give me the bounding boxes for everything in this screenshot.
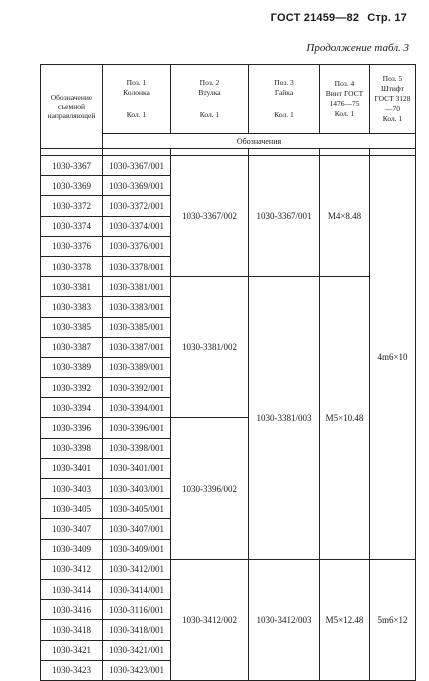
designation-cell: 1030-3398 (41, 438, 103, 458)
pin-group: 5m6×12 (370, 559, 416, 680)
column-cell: 1030-3372/001 (103, 196, 171, 216)
column-cell: 1030-3376/001 (103, 236, 171, 256)
designation-cell: 1030-3407 (41, 519, 103, 539)
designation-cell: 1030-3378 (41, 256, 103, 276)
nut-group: 1030-3367/001 (249, 156, 320, 277)
column-cell: 1030-3398/001 (103, 438, 171, 458)
designation-cell: 1030-3385 (41, 317, 103, 337)
table-header-row (41, 65, 416, 134)
header-pos: Поз. 2 (199, 78, 220, 87)
column-cell: 1030-3378/001 (103, 256, 171, 276)
header-kol: Кол. 1 (382, 114, 403, 123)
designation-cell: 1030-3412 (41, 559, 103, 579)
designation-cell: 1030-3376 (41, 236, 103, 256)
column-cell: 1030-3421/001 (103, 640, 171, 660)
header-pos: Поз. 5 (382, 74, 403, 83)
bushing-group: 1030-3381/002 (171, 277, 249, 418)
screw-group: M5×12.48 (320, 559, 370, 680)
continuation-title: Продолжение табл. 3 (306, 42, 409, 54)
screw-group: M4×8.48 (320, 156, 370, 277)
page-number: Стр. 17 (367, 12, 407, 24)
gap-row (41, 149, 416, 156)
designation-cell: 1030-3396 (41, 418, 103, 438)
designation-cell: 1030-3374 (41, 216, 103, 236)
column-cell: 1030-3405/001 (103, 499, 171, 519)
header-kol: Кол. 1 (199, 110, 220, 119)
designation-cell: 1030-3423 (41, 660, 103, 680)
subheader-designations: Обозначения (103, 134, 416, 149)
column-cell: 1030-3116/001 (103, 600, 171, 620)
header-pos: Поз. 4 (334, 79, 355, 88)
header-pos: Поз. 3 (274, 78, 294, 87)
column-cell: 1030-3385/001 (103, 317, 171, 337)
column-cell: 1030-3367/001 (103, 156, 171, 176)
column-cell: 1030-3407/001 (103, 519, 171, 539)
designation-cell: 1030-3416 (41, 600, 103, 620)
designation-cell: 1030-3403 (41, 479, 103, 499)
header-name: Гайка (274, 88, 294, 97)
column-cell: 1030-3392/001 (103, 378, 171, 398)
header-name: Втулка (198, 88, 221, 97)
designation-cell: 1030-3369 (41, 176, 103, 196)
header-pos: Поз. 1 (126, 78, 147, 87)
table-row (41, 277, 416, 297)
designation-cell: 1030-3387 (41, 337, 103, 357)
header-col-3 (249, 65, 320, 134)
designation-cell: 1030-3367 (41, 156, 103, 176)
header-col-1 (103, 65, 171, 134)
designation-cell: 1030-3383 (41, 297, 103, 317)
column-cell: 1030-3374/001 (103, 216, 171, 236)
designation-cell: 1030-3418 (41, 620, 103, 640)
designation-cell: 1030-3394 (41, 398, 103, 418)
column-cell: 1030-3401/001 (103, 458, 171, 478)
designation-cell: 1030-3372 (41, 196, 103, 216)
header-designation: Обозначение съемной направляющей (41, 65, 103, 149)
column-cell: 1030-3389/001 (103, 357, 171, 377)
designation-cell: 1030-3401 (41, 458, 103, 478)
screw-group: M5×10.48 (320, 277, 370, 560)
table-row (41, 559, 416, 579)
header-col-4 (320, 65, 370, 134)
designation-cell: 1030-3421 (41, 640, 103, 660)
designation-cell: 1030-3389 (41, 357, 103, 377)
pin-group: 4m6×10 (370, 156, 416, 560)
column-cell: 1030-3383/001 (103, 297, 171, 317)
column-cell: 1030-3409/001 (103, 539, 171, 559)
header-name: Штифт ГОСТ 3128—70 (374, 84, 411, 113)
table-row (41, 156, 416, 176)
header-col-2 (171, 65, 249, 134)
parts-table (40, 64, 416, 681)
column-cell: 1030-3387/001 (103, 337, 171, 357)
designation-cell: 1030-3414 (41, 579, 103, 599)
column-cell: 1030-3394/001 (103, 398, 171, 418)
bushing-group: 1030-3367/002 (171, 156, 249, 277)
column-cell: 1030-3369/001 (103, 176, 171, 196)
column-cell: 1030-3403/001 (103, 479, 171, 499)
page-header (263, 12, 407, 24)
column-cell: 1030-3396/001 (103, 418, 171, 438)
column-cell: 1030-3381/001 (103, 277, 171, 297)
header-kol: Кол. 1 (126, 110, 147, 119)
column-cell: 1030-3423/001 (103, 660, 171, 680)
column-cell: 1030-3418/001 (103, 620, 171, 640)
nut-group: 1030-3412/003 (249, 559, 320, 680)
header-col-5 (370, 65, 416, 134)
bushing-group: 1030-3412/002 (171, 559, 249, 680)
designation-cell: 1030-3392 (41, 378, 103, 398)
column-cell: 1030-3414/001 (103, 579, 171, 599)
nut-group: 1030-3381/003 (249, 277, 320, 560)
column-cell: 1030-3412/001 (103, 559, 171, 579)
standard-number: ГОСТ 21459—82 (270, 12, 360, 24)
header-kol: Кол. 1 (274, 110, 294, 119)
designation-cell: 1030-3409 (41, 539, 103, 559)
header-kol: Кол. 1 (334, 109, 355, 118)
header-name: Колонка (123, 88, 150, 97)
designation-cell: 1030-3405 (41, 499, 103, 519)
designation-cell: 1030-3381 (41, 277, 103, 297)
header-name: Винт ГОСТ 1476—75 (325, 89, 364, 108)
bushing-group: 1030-3396/002 (171, 418, 249, 559)
